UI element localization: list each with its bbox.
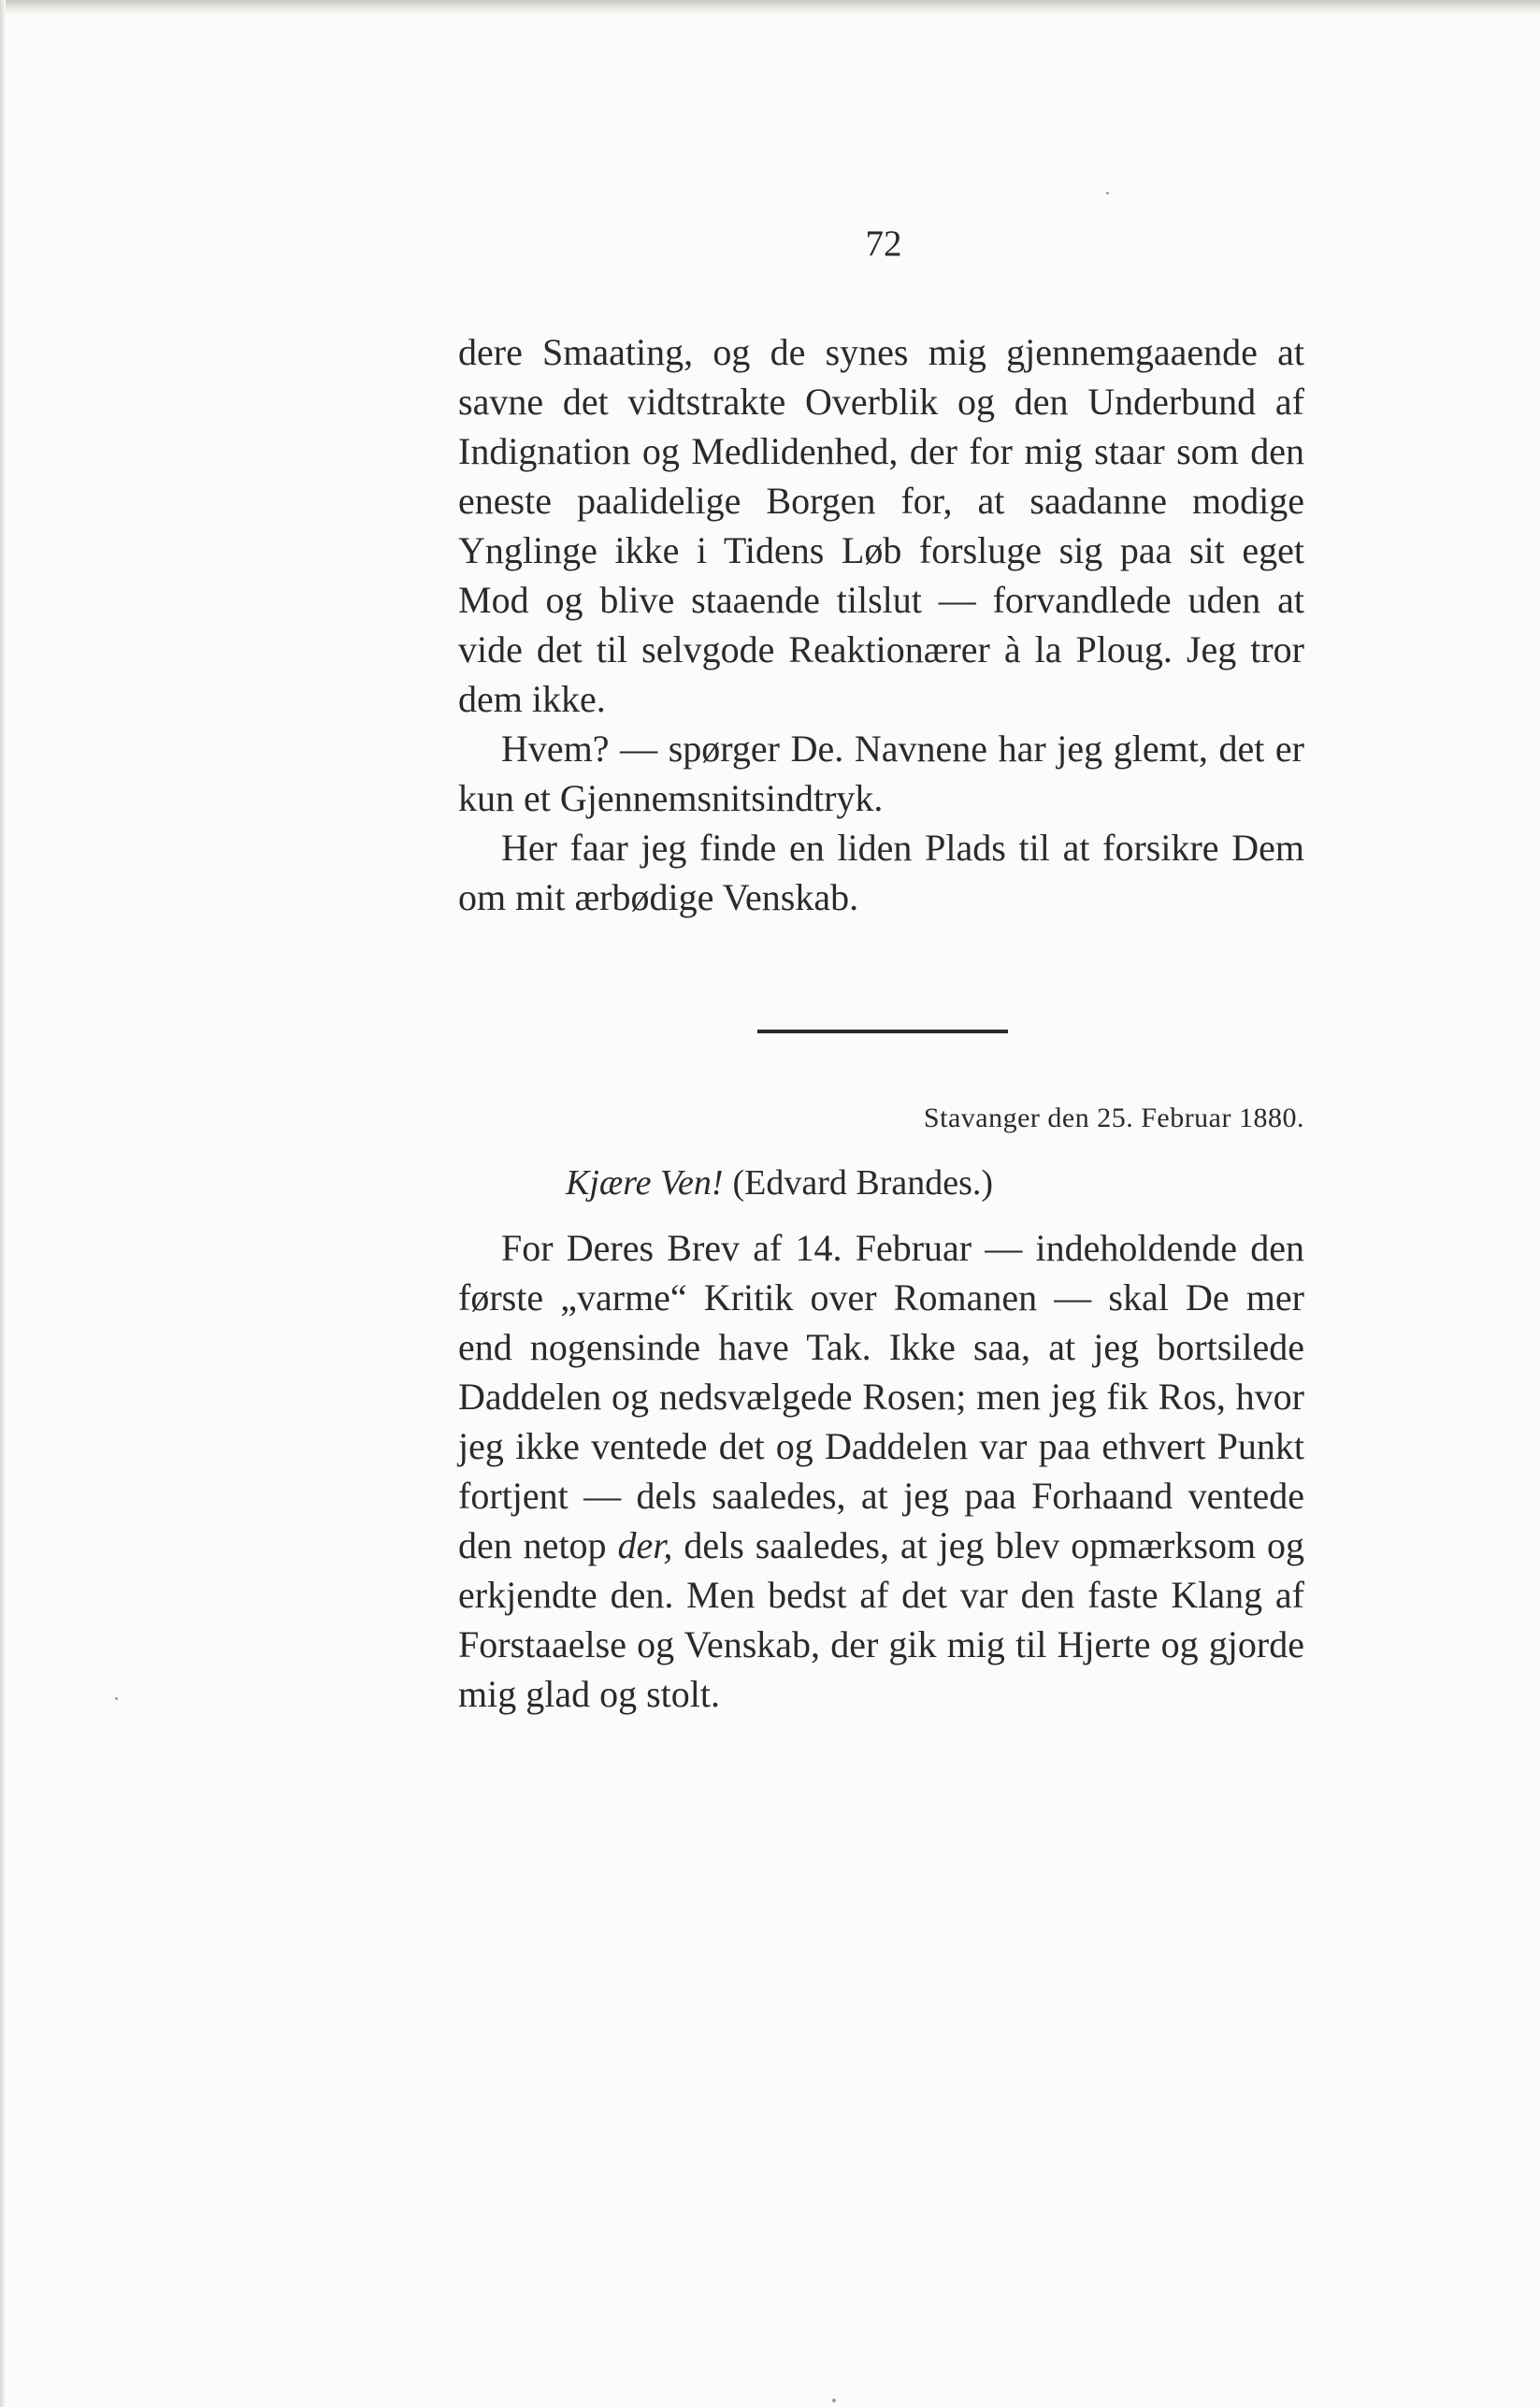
letter-salutation (566, 1160, 993, 1206)
letter-dateline: Stavanger den 25. Februar 1880. (923, 1103, 1304, 1133)
section-divider (757, 1030, 1008, 1033)
body-text: dels saaledes, at jeg blev opmærksom og erkjendte den. Men bedst af det var den faste Klang af Forstaaelse og Venskab, der gik mig til Hjerte og gjorde mig glad og stolt. (458, 1524, 1305, 1715)
speck (832, 2399, 836, 2402)
greeting: Kjære Ven! (566, 1163, 724, 1203)
speck (115, 1697, 118, 1700)
paragraph: dere Smaating, og de synes mig gjennemgaaende at savne det vidtstrakte Overblik og den Underbund af Indignation og Medlidenhed, der for mig staar som den eneste paalidelige Borgen for, at saadanne modige Ynglinge ikke i Tidens Løb forsluge sig paa sit eget Mod og blive staaende tilslut — forvandlede uden at vide det til selvgode Reaktionærer à la Ploug. Jeg tror dem ikke. (458, 331, 1304, 720)
page-top-edge (0, 0, 1540, 15)
body-text: For Deres Brev af 14. Februar — indeholdende den første „varme“ Kritik over Romanen — skal De mer end nogensinde have Tak. Ikke saa, at jeg bortsilede Daddelen og nedsvælgede Rosen; men jeg fik Ros, hvor jeg ikke ventede det og Daddelen var paa ethvert Punkt fortjent — dels saaledes, at jeg paa Forhaand ventede den netop (458, 1227, 1304, 1566)
emphasized-word: der, (617, 1524, 673, 1566)
recipient-note: (Edvard Brandes.) (732, 1163, 994, 1203)
letter-body (458, 1223, 1304, 1719)
paragraph: Her faar jeg finde en liden Plads til at forsikre Dem om mit ærbødige Venskab. (458, 827, 1304, 918)
paragraph (458, 1223, 1304, 1719)
speck (1106, 192, 1109, 195)
page-left-edge (0, 0, 6, 2407)
paragraph: Hvem? — spørger De. Navnene har jeg glemt, det er kun et Gjennemsnitsindtryk. (458, 728, 1304, 819)
letter-continued-text (458, 327, 1304, 922)
page-number: 72 (865, 223, 902, 264)
